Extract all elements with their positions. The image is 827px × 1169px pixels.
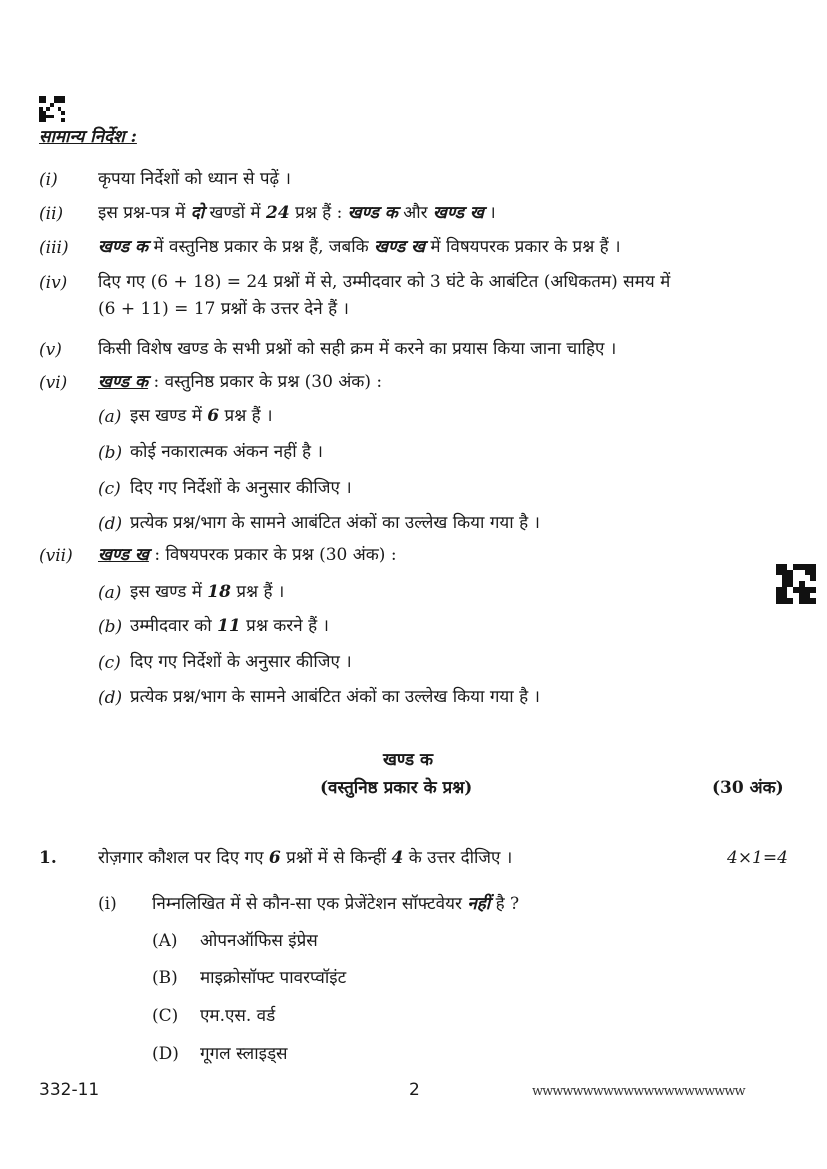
option-text: माइक्रोसॉफ्ट पावरप्वॉइंट	[200, 968, 347, 988]
option-label: (D)	[152, 1044, 179, 1064]
item-text: इस प्रश्न-पत्र में दो खण्डों में 24 प्रश्न हैं : खण्ड क और खण्ड ख ।	[98, 203, 496, 223]
sub-number: (c)	[98, 479, 121, 499]
paper-code: 332-11	[39, 1080, 100, 1100]
sub-text: दिए गए निर्देशों के अनुसार कीजिए ।	[130, 478, 352, 498]
item-number: (v)	[39, 340, 62, 360]
sub-text: इस खण्ड में 18 प्रश्न हैं ।	[130, 582, 285, 602]
option-text: गूगल स्लाइड्स	[200, 1044, 288, 1064]
instructions-title: सामान्य निर्देश :	[39, 127, 137, 147]
sub-number: (d)	[98, 514, 123, 534]
qr-code-top	[39, 96, 65, 122]
sub-number: (d)	[98, 688, 123, 708]
item-text: कृपया निर्देशों को ध्यान से पढ़ें ।	[98, 169, 291, 189]
option-label: (B)	[152, 968, 178, 988]
question-text: रोज़गार कौशल पर दिए गए 6 प्रश्नों में से किन्हीं 4 के उत्तर दीजिए ।	[98, 848, 513, 868]
item-number: (vii)	[39, 546, 73, 566]
sub-number: (a)	[98, 583, 122, 603]
item-text: खण्ड ख : विषयपरक प्रकार के प्रश्न (30 अंक) :	[98, 545, 397, 565]
option-label: (C)	[152, 1006, 179, 1026]
item-number: (vi)	[39, 373, 68, 393]
subquestion-number: (i)	[98, 894, 117, 914]
item-text-line1: दिए गए (6 + 18) = 24 प्रश्नों में से, उम्मीदवार को 3 घंटे के आबंटित (अधिकतम) समय में	[98, 272, 671, 292]
sub-number: (b)	[98, 443, 123, 463]
question-number: 1.	[39, 848, 57, 868]
item-text: खण्ड क में वस्तुनिष्ठ प्रकार के प्रश्न हैं, जबकि खण्ड ख में विषयपरक प्रकार के प्रश्न हैं ।	[98, 237, 621, 257]
sub-number: (b)	[98, 617, 123, 637]
item-number: (ii)	[39, 204, 64, 224]
page-number: 2	[409, 1080, 420, 1100]
option-label: (A)	[152, 931, 178, 951]
item-number: (iv)	[39, 273, 68, 293]
item-text: खण्ड क : वस्तुनिष्ठ प्रकार के प्रश्न (30 अंक) :	[98, 372, 383, 392]
sub-text: उम्मीदवार को 11 प्रश्न करने हैं ।	[130, 616, 329, 636]
sub-text: इस खण्ड में 6 प्रश्न हैं ।	[130, 406, 273, 426]
qr-code-right	[776, 564, 816, 604]
sub-text: प्रत्येक प्रश्न/भाग के सामने आबंटित अंकों का उल्लेख किया गया है ।	[130, 513, 540, 533]
sub-text: दिए गए निर्देशों के अनुसार कीजिए ।	[130, 652, 352, 672]
item-number: (iii)	[39, 238, 69, 258]
question-marks: 4×1=4	[727, 848, 788, 868]
wavy-line: wwwwwwwwwwwwwwwwwwwww	[532, 1084, 745, 1099]
sub-number: (c)	[98, 653, 121, 673]
option-text: एम.एस. वर्ड	[200, 1006, 276, 1026]
sub-number: (a)	[98, 407, 122, 427]
sub-text: प्रत्येक प्रश्न/भाग के सामने आबंटित अंकों का उल्लेख किया गया है ।	[130, 687, 540, 707]
subquestion-text: निम्नलिखित में से कौन-सा एक प्रेजेंटेशन सॉफ्टवेयर नहीं है ?	[152, 894, 520, 914]
item-text-line2: (6 + 11) = 17 प्रश्नों के उत्तर देने हैं ।	[98, 299, 349, 319]
section-marks: (30 अंक)	[712, 778, 784, 798]
item-number: (i)	[39, 170, 58, 190]
sub-text: कोई नकारात्मक अंकन नहीं है ।	[130, 442, 323, 462]
section-title: खण्ड क	[383, 750, 434, 770]
item-text: किसी विशेष खण्ड के सभी प्रश्नों को सही क्रम में करने का प्रयास किया जाना चाहिए ।	[98, 339, 617, 359]
option-text: ओपनऑफिस इंप्रेस	[200, 931, 318, 951]
section-subtitle: (वस्तुनिष्ठ प्रकार के प्रश्न)	[320, 778, 473, 798]
